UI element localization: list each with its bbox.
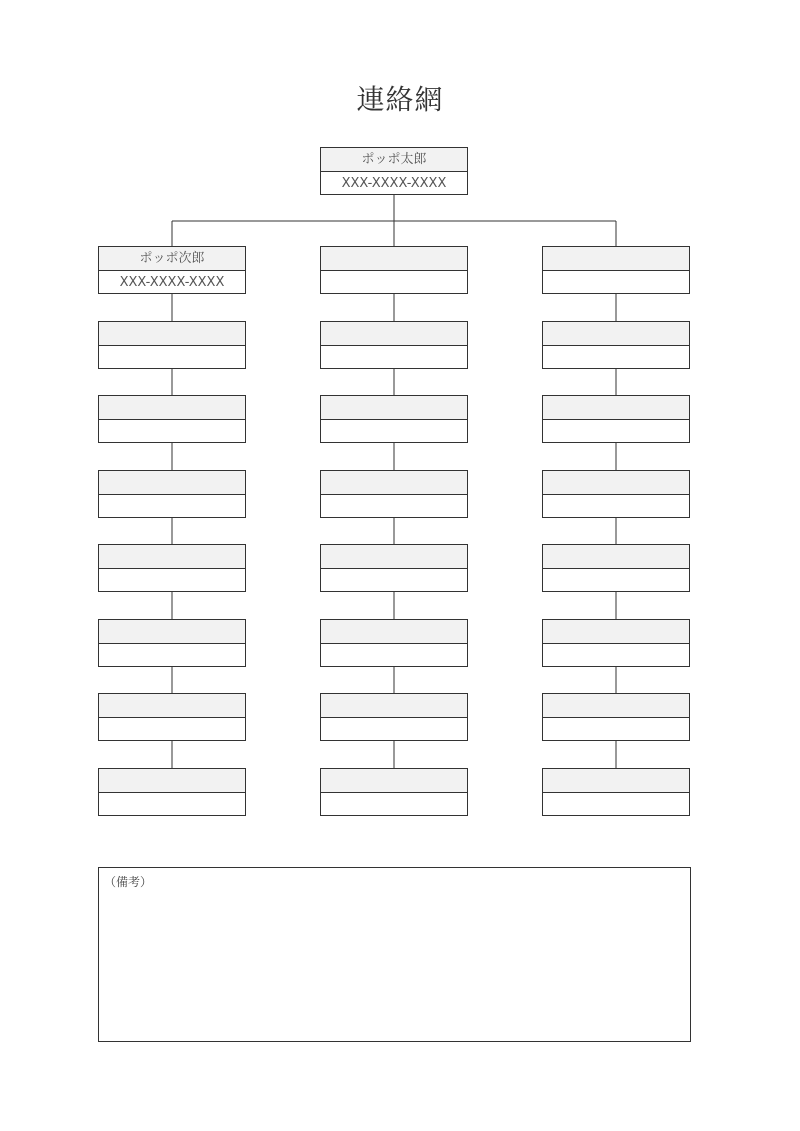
contact-card[interactable] [98,768,246,816]
contact-card[interactable] [98,619,246,667]
contact-name[interactable] [99,694,245,718]
contact-card[interactable] [98,246,246,294]
contact-phone[interactable] [543,718,689,741]
contact-card[interactable] [98,470,246,518]
contact-card[interactable] [542,395,690,443]
contact-card[interactable] [320,470,468,518]
contact-card[interactable] [320,693,468,741]
notes-content[interactable] [104,892,685,1036]
contact-phone[interactable]: XXX-XXXX-XXXX [341,176,447,191]
contact-name[interactable] [321,545,467,569]
contact-name[interactable] [543,247,689,271]
notes-box[interactable] [98,867,691,1042]
contact-phone[interactable] [99,718,245,741]
contact-name[interactable] [321,396,467,420]
contact-name[interactable] [543,620,689,644]
contact-phone[interactable] [321,495,467,518]
contact-card[interactable] [542,470,690,518]
contact-card[interactable] [98,544,246,592]
contact-phone[interactable] [99,793,245,816]
contact-phone[interactable] [321,793,467,816]
contact-name[interactable]: ポッポ次郎 [99,247,245,271]
contact-name[interactable] [321,694,467,718]
contact-name[interactable]: ポッポ太郎 [321,148,467,172]
contact-phone[interactable] [321,718,467,741]
contact-name[interactable] [321,322,467,346]
notes-label: （備考） [104,875,153,889]
contact-card[interactable] [542,321,690,369]
contact-name[interactable] [543,396,689,420]
contact-phone[interactable] [543,793,689,816]
contact-name[interactable] [321,769,467,793]
contact-name[interactable] [99,769,245,793]
contact-phone[interactable] [321,420,467,443]
contact-card[interactable] [320,246,468,294]
contact-name[interactable] [543,545,689,569]
contact-name[interactable] [543,769,689,793]
page-title: 連絡網 [356,83,444,116]
contact-card[interactable] [542,246,690,294]
contact-phone[interactable] [543,420,689,443]
contact-name[interactable] [99,471,245,495]
contact-phone[interactable] [99,569,245,592]
contact-card[interactable] [320,619,468,667]
root-contact-card[interactable] [320,147,468,195]
contact-card[interactable] [542,768,690,816]
contact-phone[interactable] [99,420,245,443]
contact-card[interactable] [320,768,468,816]
contact-name[interactable] [543,471,689,495]
contact-card[interactable] [320,544,468,592]
contact-phone[interactable] [321,644,467,667]
contact-name[interactable] [321,620,467,644]
contact-phone[interactable] [99,495,245,518]
contact-card[interactable] [98,693,246,741]
contact-name[interactable] [99,322,245,346]
contact-phone[interactable] [321,346,467,369]
contact-phone[interactable] [321,569,467,592]
contact-phone[interactable] [543,569,689,592]
contact-name[interactable] [99,396,245,420]
contact-card[interactable] [320,395,468,443]
contact-phone[interactable]: XXX-XXXX-XXXX [119,275,225,290]
contact-card[interactable] [98,321,246,369]
contact-name[interactable] [543,322,689,346]
contact-name[interactable] [543,694,689,718]
contact-phone[interactable] [99,346,245,369]
contact-card[interactable] [542,693,690,741]
contact-phone[interactable] [543,346,689,369]
contact-phone[interactable] [543,644,689,667]
contact-card[interactable] [542,544,690,592]
contact-name[interactable] [99,620,245,644]
contact-card[interactable] [98,395,246,443]
contact-phone[interactable] [543,495,689,518]
contact-card[interactable] [542,619,690,667]
contact-phone[interactable] [321,271,467,294]
contact-phone[interactable] [99,644,245,667]
contact-name[interactable] [321,247,467,271]
contact-name[interactable] [99,545,245,569]
contact-card[interactable] [320,321,468,369]
contact-name[interactable] [321,471,467,495]
contact-phone[interactable] [543,271,689,294]
